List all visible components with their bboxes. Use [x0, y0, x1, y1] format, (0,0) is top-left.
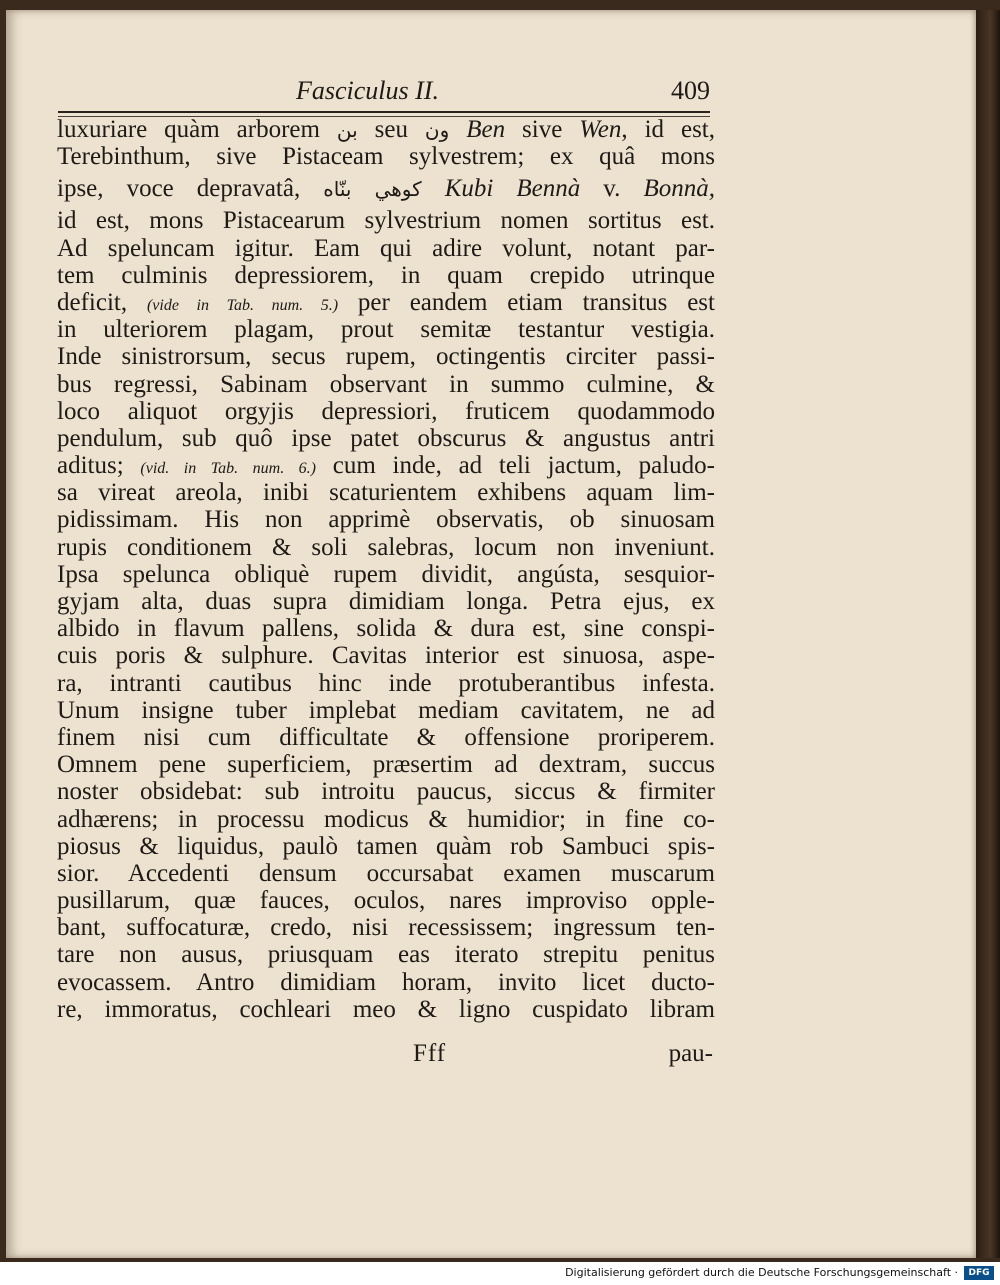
- text-line-27: piosus & liquidus, paulò tamen quàm rob Sambuci spis-: [57, 832, 715, 860]
- header-rule: [58, 111, 710, 113]
- line-7-text-b: per eandem etiam transitus est: [338, 288, 715, 316]
- running-head-title: Fasciculus II.: [296, 76, 439, 105]
- text-line-19: albido in flavum pallens, solida & dura est, sine conspi-: [57, 615, 715, 643]
- page-footer: [57, 1040, 715, 1070]
- text-line-24: Omnem pene superficiem, præsertim ad dextram, succus: [57, 751, 715, 779]
- text-line-30: bant, suffocaturæ, credo, nisi recessissem; ingressum ten-: [57, 914, 715, 942]
- text-line-1: [57, 116, 715, 143]
- text-line-31: tare non ausus, priusquam eas iterato strepitu penitus: [57, 941, 715, 969]
- line-3-text-c: v.: [580, 175, 644, 203]
- line-3-italic-bonna: Bonnà,: [643, 175, 715, 203]
- text-line-6: tem culminis depressiorem, in quam crepido utrinque: [57, 261, 715, 289]
- page-number: 409: [671, 76, 710, 105]
- line-3-text-b: [422, 175, 445, 202]
- line-1-arabic-wen: ون: [424, 118, 450, 142]
- line-3-arabic-kuhi-benna: كوهي بنّاه: [323, 177, 422, 202]
- line-3-italic-kubi-benna: Kubi Bennà: [444, 175, 581, 203]
- credit-text: Digitalisierung gefördert durch die Deutsche Forschungsgemeinschaft ·: [565, 1266, 958, 1279]
- text-line-32: evocassem. Antro dimidiam horam, invito licet ducto-: [57, 968, 715, 996]
- dfg-logo: DFG: [964, 1266, 994, 1280]
- text-line-5: Ad speluncam igitur. Eam qui adire volunt, notant par-: [57, 234, 715, 262]
- line-1-text-e: , id est,: [621, 116, 715, 143]
- text-line-9: Inde sinistrorsum, secus rupem, octingentis circiter passi-: [57, 343, 715, 371]
- text-line-10: bus regressi, Sabinam observant in summo culmine, &: [57, 370, 715, 398]
- text-line-11: loco aliquot orgyjis depressiori, fruticem quodammodo: [57, 397, 715, 425]
- line-13-text-a: aditus;: [57, 452, 141, 480]
- text-line-17: Ipsa spelunca obliquè rupem dividit, angústa, sesquior-: [57, 560, 715, 588]
- line-1-italic-wen: Wen: [579, 116, 622, 143]
- text-line-22: Unum insigne tuber implebat mediam cavitatem, ne ad: [57, 696, 715, 724]
- text-line-28: sior. Accedenti densum occursabat examen muscarum: [57, 859, 715, 887]
- text-line-18: gyjam alta, duas supra dimidiam longa. Petra ejus, ex: [57, 588, 715, 615]
- table-reference: (vide in Tab. num. 5.): [146, 296, 339, 314]
- text-line-26: adhærens; in processu modicus & humidior; in fine co-: [57, 805, 715, 833]
- text-line-25: noster obsidebat: sub introitu paucus, siccus & firmiter: [57, 778, 715, 806]
- signature-mark: Fff: [413, 1040, 447, 1067]
- text-line-4: id est, mons Pistacearum sylvestrium nomen sortitus est.: [57, 207, 715, 235]
- book-edge: [976, 10, 1000, 1258]
- line-1-text-b: seu: [357, 116, 425, 143]
- table-reference: (vid. in Tab. num. 6.): [140, 460, 317, 478]
- running-head: [60, 70, 710, 110]
- line-1-text-a: luxuriare quàm arborem: [57, 116, 337, 143]
- text-line-21: ra, intranti cautibus hinc inde protuberantibus infesta.: [57, 669, 715, 697]
- text-line-15: pidissimam. His non apprimè observatis, ob sinuosam: [57, 506, 715, 534]
- line-13-text-b: cum inde, ad teli jactum, paludo-: [316, 452, 715, 480]
- text-line-13: [57, 452, 715, 479]
- credit-bar: [0, 1262, 1000, 1285]
- body-text: [57, 116, 715, 1023]
- line-1-text-d: sive: [505, 116, 580, 143]
- text-line-8: in ulteriorem plagam, prout semitæ testantur vestigia.: [57, 316, 715, 344]
- line-1-text-c: [449, 116, 466, 143]
- text-line-29: pusillarum, quæ fauces, oculos, nares improviso opple-: [57, 887, 715, 915]
- text-line-33: re, immoratus, cochleari meo & ligno cuspidato libram: [57, 995, 715, 1023]
- text-line-12: pendulum, sub quô ipse patet obscurus & angustus antri: [57, 424, 715, 452]
- text-line-7: [57, 289, 715, 316]
- line-7-text-a: deficit,: [57, 288, 147, 316]
- text-line-14: sa vireat areola, inibi scaturientem exhibens aquam lim-: [57, 479, 715, 507]
- text-line-3: [57, 170, 715, 207]
- text-line-23: finem nisi cum difficultate & offensione proriperem.: [57, 723, 715, 751]
- line-1-arabic-ben: بن: [336, 118, 358, 142]
- text-line-2: Terebinthum, sive Pistaceam sylvestrem; ex quâ mons: [57, 143, 715, 171]
- line-1-italic-ben: Ben: [466, 116, 506, 143]
- text-line-20: cuis poris & sulphure. Cavitas interior est sinuosa, aspe-: [57, 642, 715, 670]
- catchword: pau-: [668, 1040, 713, 1067]
- line-3-text-a: ipse, voce depravatâ,: [57, 175, 324, 203]
- text-line-16: rupis conditionem & soli salebras, locum non inveniunt.: [57, 533, 715, 561]
